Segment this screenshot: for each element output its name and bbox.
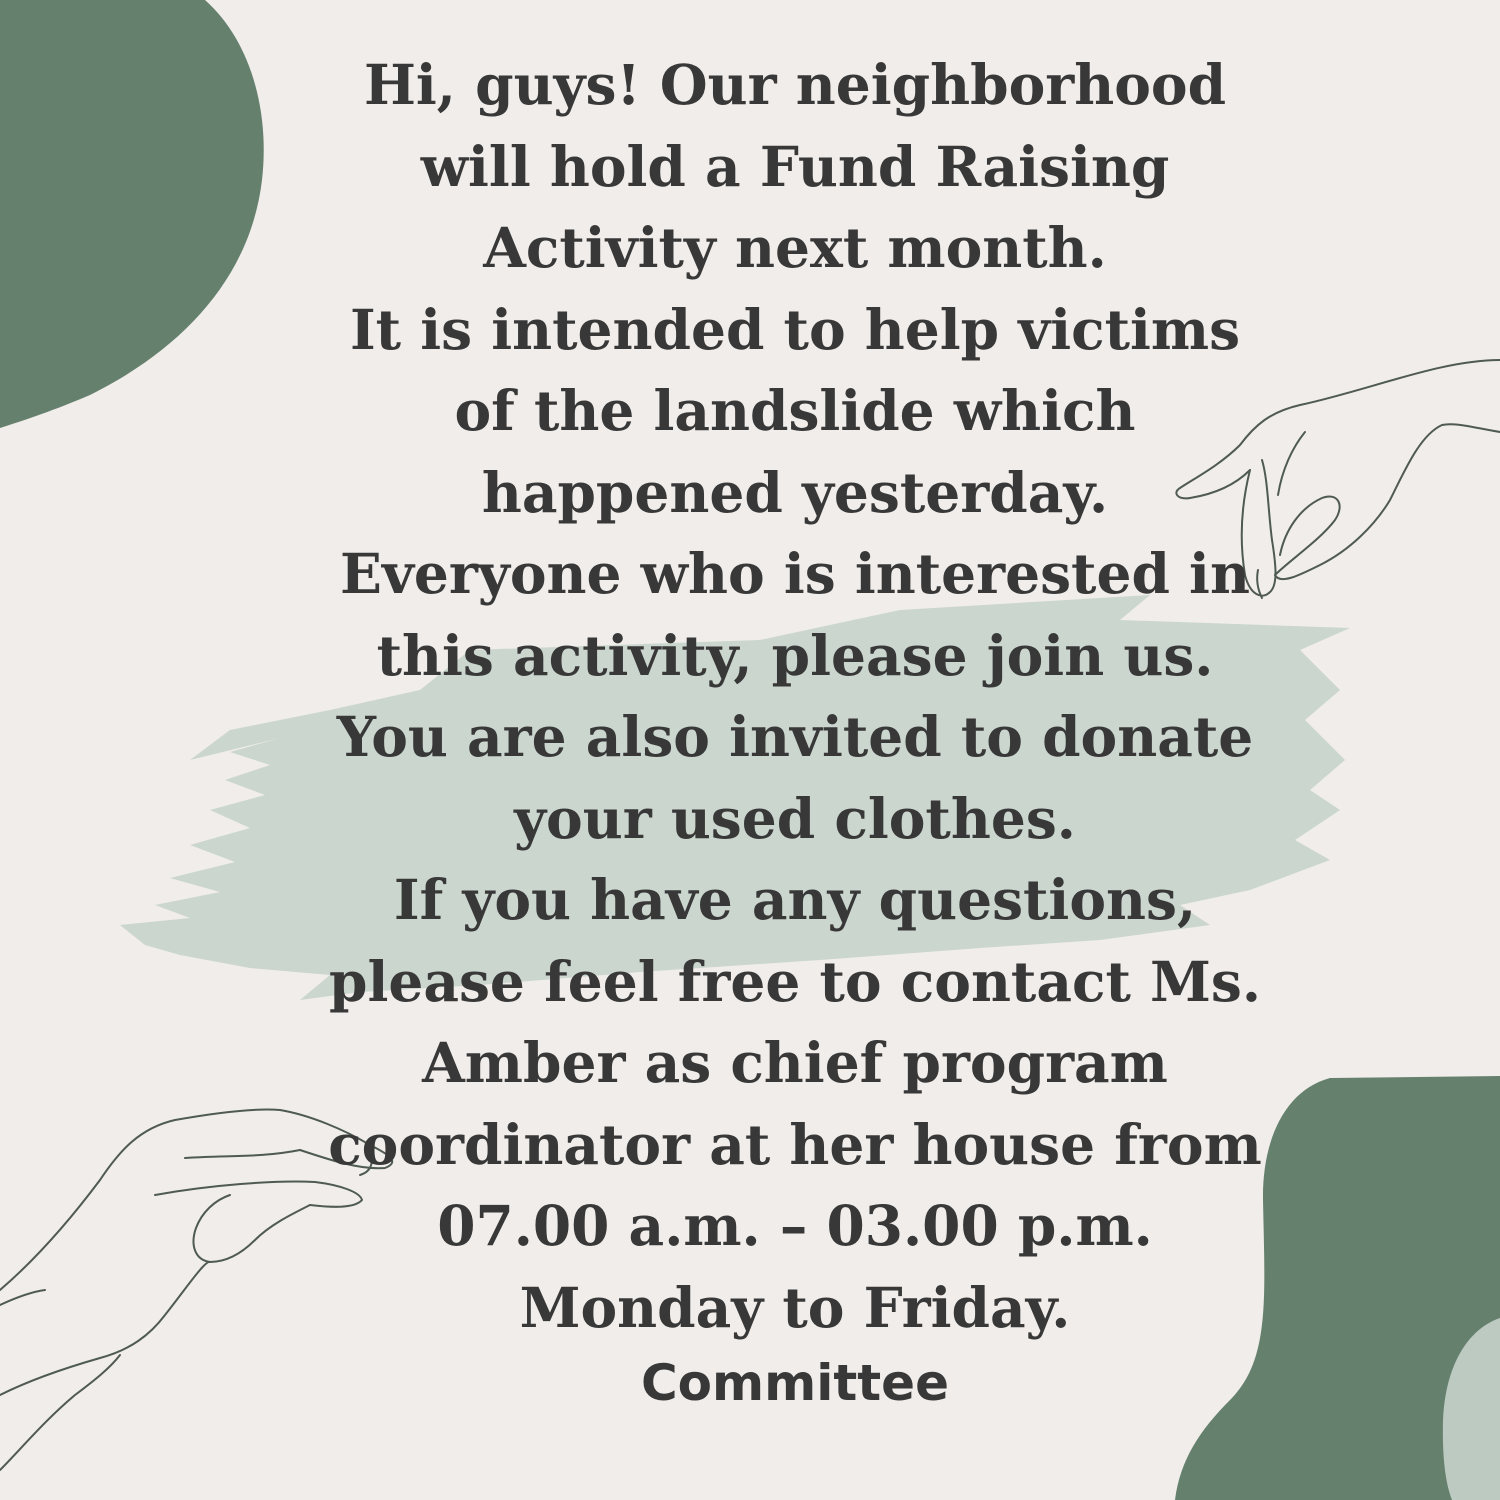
announcement-line: will hold a Fund Raising xyxy=(420,133,1170,199)
announcement-line: It is intended to help victims xyxy=(349,296,1241,362)
announcement-line: of the landslide which xyxy=(454,378,1136,443)
announcement-line: Everyone who is interested in xyxy=(340,541,1250,606)
announcement-line: coordinator at her house from xyxy=(328,1111,1262,1177)
top-left-blob xyxy=(0,0,264,428)
announcement-line: Monday to Friday. xyxy=(519,1274,1071,1340)
signature: Committee xyxy=(640,1354,949,1412)
announcement-line: please feel free to contact Ms. xyxy=(328,948,1262,1014)
announcement-line: your used clothes. xyxy=(514,785,1076,851)
announcement-line: Activity next month. xyxy=(483,215,1107,280)
announcement-line: this activity, please join us. xyxy=(376,622,1214,688)
announcement-line: Amber as chief program xyxy=(422,1030,1168,1095)
announcement-line: You are also invited to donate xyxy=(336,704,1254,769)
announcement-line: happened yesterday. xyxy=(481,459,1109,525)
announcement-line: Hi, guys! Our neighborhood xyxy=(363,52,1227,117)
announcement-line: 07.00 a.m. – 03.00 p.m. xyxy=(437,1193,1153,1258)
announcement-line: If you have any questions, xyxy=(393,867,1197,932)
announcement-text xyxy=(290,44,1300,1348)
